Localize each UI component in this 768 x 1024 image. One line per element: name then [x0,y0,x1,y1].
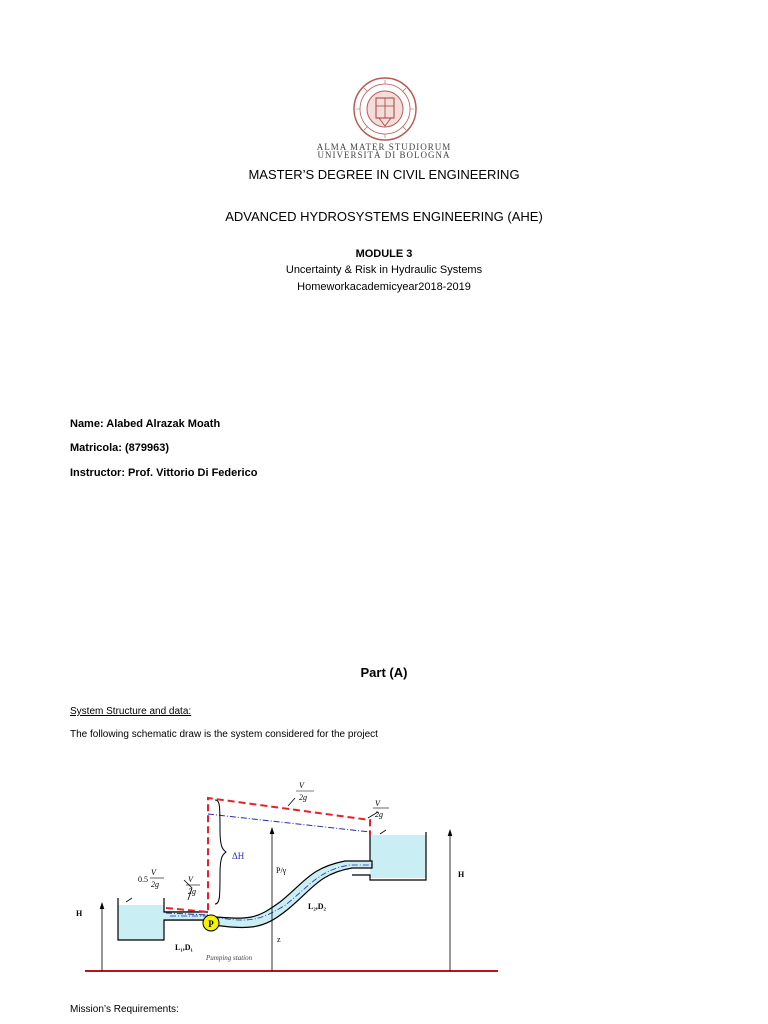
left-reservoir-water [118,905,164,940]
course-title: ADVANCED HYDROSYSTEMS ENGINEERING (AHE) [225,209,543,224]
pumping-station-label: Pumping station [206,954,253,962]
part-title: Part (A) [360,665,408,680]
h2-label: H [458,870,465,879]
intro-text: The following schematic draw is the system considered for the project [70,729,378,740]
homework-year: Homeworkacademicyear2018-2019 [297,281,471,293]
v1-label-left: V [151,868,156,877]
degree-title: MASTER’S DEGREE IN CIVIL ENGINEERING [248,167,520,182]
h1-label: H [76,909,83,918]
hydraulic-schematic [76,770,510,980]
instructor: Instructor: Prof. Vittorio Di Federico [70,467,258,479]
half-coefficient: 0.5 [138,875,148,884]
v2-den-right: 2g [375,810,383,819]
l1-d1-label: L₁,D₁ [175,943,193,952]
university-name-line1: ALMA MATER STUDIORUM [316,142,452,152]
right-reservoir-water [370,835,426,878]
university-name-line2: UNIVERSITÀ DI BOLOGNA [317,150,451,160]
pressure-head-label: P/γ [276,866,287,875]
l2-d2-label: L₂,D₂ [308,902,326,911]
module-subtitle: Uncertainty & Risk in Hydraulic Systems [285,264,483,276]
z-label: z [277,935,281,944]
v1-den-left: 2g [151,880,159,889]
pipe [205,861,372,927]
v1-den-mid: 2g [188,887,196,896]
v2-label-top: V [299,781,304,790]
energy-line [166,798,370,912]
v2-label-right: V [375,799,380,808]
section-heading: System Structure and data: [70,706,192,717]
pump-label: P [208,919,214,929]
mission-requirements: Mission’s Requirements: [70,1004,179,1015]
module-title: MODULE 3 [355,248,413,260]
delta-h-label: ΔH [232,851,245,861]
student-name: Name: Alabed Alrazak Moath [70,418,221,430]
v1-label-mid: V [188,875,193,884]
student-matricola: Matricola: (879963) [70,442,170,454]
university-seal-logo [352,76,418,142]
v2-den-top: 2g [299,793,307,802]
